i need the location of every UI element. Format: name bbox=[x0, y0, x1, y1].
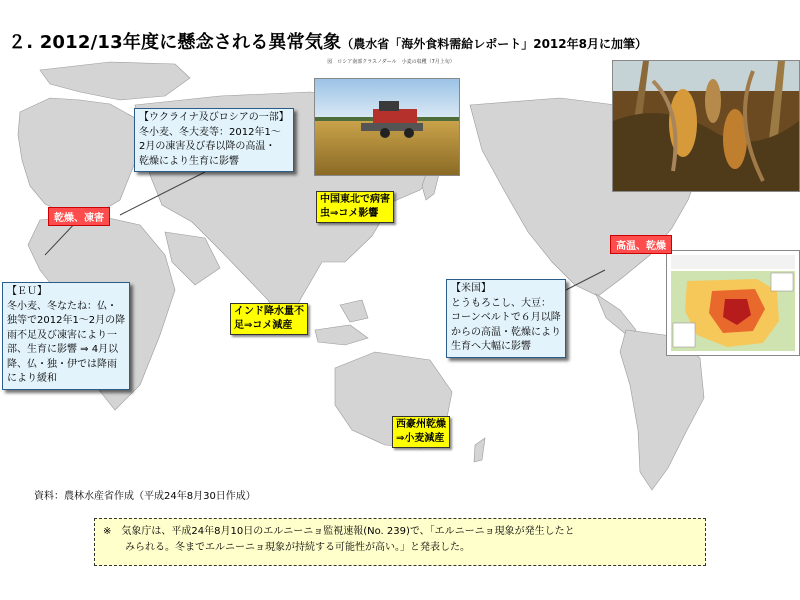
note-mark: ※ bbox=[103, 526, 112, 537]
australia-label-line: ⇒小麦減産 bbox=[396, 433, 445, 444]
china-label-line: 中国東北で病害 bbox=[320, 194, 390, 205]
note-text-2: みられる。冬までエルニーニョ現象が持続する可能性が高い。」と発表した。 bbox=[125, 542, 470, 553]
borneo-shape bbox=[340, 300, 368, 322]
europe-shape bbox=[18, 98, 140, 216]
china-label-line: 虫⇒コメ影響 bbox=[320, 208, 379, 219]
callout-line: 生育へ大幅に影響 bbox=[451, 341, 531, 352]
callout-line: 冬小麦、冬なたね：仏・ bbox=[7, 300, 117, 312]
wheat-harvest-photo bbox=[314, 78, 460, 176]
callout-line: 降、仏・独・伊では降雨 bbox=[7, 358, 117, 370]
callout-line: からの高温・乾燥により bbox=[451, 326, 561, 338]
eu-callout bbox=[2, 282, 130, 390]
callout-line: 2月の凍害及び春以降の高温・ bbox=[139, 141, 276, 152]
australia-label-line: 西豪州乾燥 bbox=[396, 419, 446, 430]
drought-corn-photo bbox=[612, 60, 800, 192]
callout-line: とうもろこし、大豆： bbox=[451, 297, 551, 309]
callout-line: 冬小麦、冬大麦等：2012年1～ bbox=[139, 126, 281, 138]
india-label bbox=[230, 303, 308, 335]
callout-line: 雨不足及び凍害により一 bbox=[7, 329, 117, 341]
callout-line: 乾燥により生育に影響 bbox=[139, 155, 239, 167]
callout-line: により緩和 bbox=[7, 373, 57, 384]
el-nino-note bbox=[94, 518, 706, 566]
india-label-line: インド降水量不 bbox=[234, 306, 304, 317]
callout-line: コーンベルトで６月以降 bbox=[451, 312, 561, 323]
heat-impact-map-image bbox=[666, 250, 800, 356]
europe-region-label: 乾燥、凍害 bbox=[48, 207, 110, 226]
callout-line: 【ＥＵ】 bbox=[7, 286, 47, 297]
callout-line: 独等で2012年1～2月の降 bbox=[7, 315, 126, 326]
india-label-line: 足⇒コメ減産 bbox=[234, 320, 293, 331]
us-region-label: 高温、乾燥 bbox=[610, 235, 672, 254]
china-label bbox=[316, 191, 394, 223]
page-title bbox=[8, 28, 647, 52]
nz-shape bbox=[474, 438, 485, 462]
callout-line: 【ウクライナ及びロシアの一部】 bbox=[139, 112, 289, 123]
ukraine-callout bbox=[134, 108, 294, 172]
greenland-shape bbox=[40, 62, 190, 100]
us-callout bbox=[446, 279, 566, 358]
central-america-shape bbox=[596, 294, 636, 336]
indonesia-shape bbox=[315, 325, 368, 345]
note-line-1 bbox=[103, 524, 697, 540]
callout-line: 部、生育に影響 ⇒ 4月以 bbox=[7, 344, 119, 355]
callout-line: 【米国】 bbox=[451, 283, 491, 294]
title-subtitle: （農水省「海外食料需給レポート」2012年8月に加筆） bbox=[341, 37, 647, 51]
note-text-1: 気象庁は、平成24年8月10日のエルニーニョ監視速報(No. 239)で、「エルニーニョ現象が発生したと bbox=[121, 526, 575, 537]
source-note: 資料：農林水産省作成（平成24年8月30日作成） bbox=[34, 491, 256, 502]
australia-label bbox=[392, 416, 450, 448]
title-main: ２. 2012/13年度に懸念される異常気象 bbox=[8, 32, 342, 53]
photo-caption: 図 ロシア南部クラスノダール 小麦の収穫（7月上旬） bbox=[327, 59, 455, 65]
note-line-2 bbox=[103, 540, 697, 556]
